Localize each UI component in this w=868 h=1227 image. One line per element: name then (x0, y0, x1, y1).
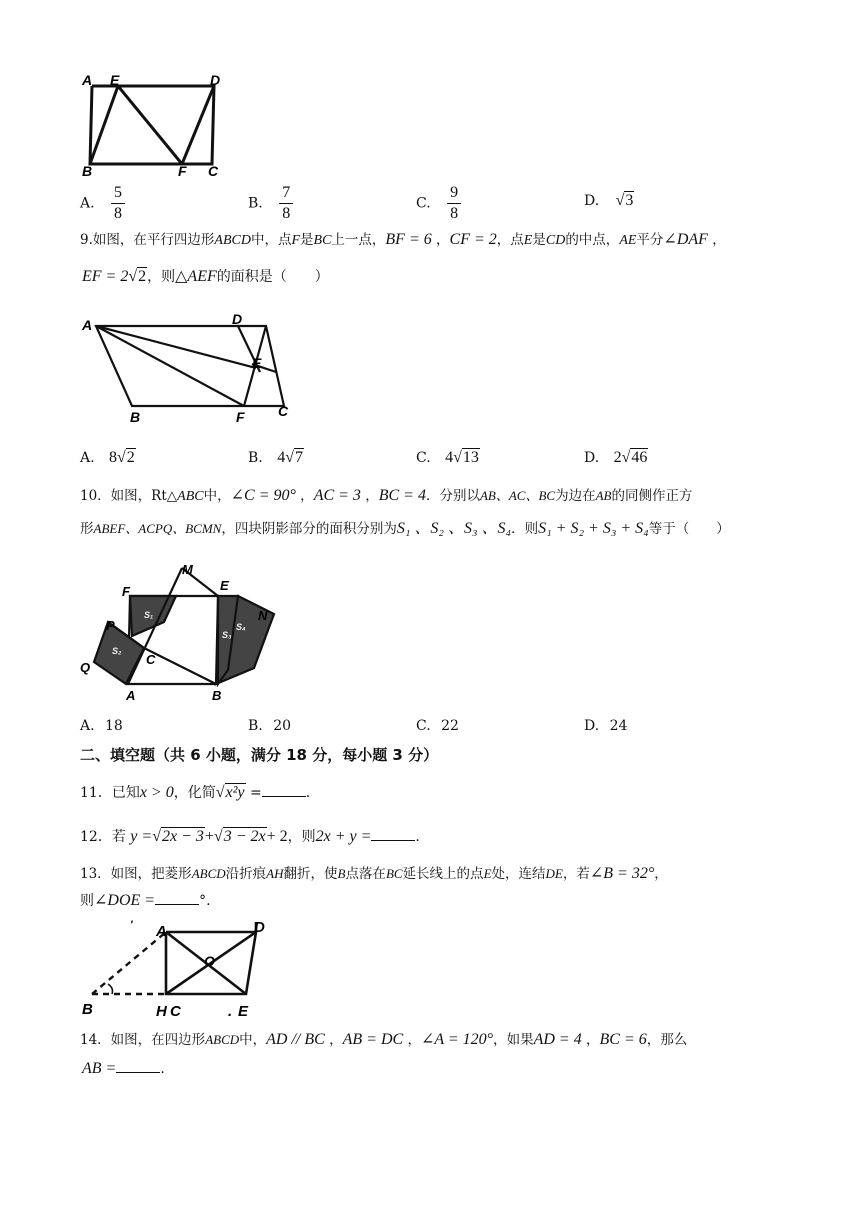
q10-text-2e: 等于（ ） (648, 521, 730, 537)
q14-parallel: AD // BC (266, 1031, 325, 1048)
q11-text-b: ，化简 (173, 785, 216, 801)
q10-option-c-letter: C. (416, 718, 431, 734)
q10-ab: AB (595, 488, 612, 503)
q8-b-den: 8 (282, 205, 291, 222)
q10-option-b[interactable] (248, 718, 291, 734)
q14-text-d: ，那么 (646, 1032, 688, 1048)
q10-label-n: N (258, 608, 268, 623)
q11-radicand: x²y (225, 784, 245, 801)
q10-abc: ABC (177, 489, 204, 504)
q9-text-2a: ，则 (147, 269, 176, 285)
q10-label-p: P (106, 618, 115, 633)
q13-label-c: C (170, 1003, 181, 1020)
q10-text-f: 的同侧作正方 (611, 488, 693, 504)
q10-label-q: Q (80, 660, 91, 675)
q13-abcd: ABCD (191, 866, 226, 881)
q13-label-h: H (156, 1003, 167, 1020)
q13-label-e: E (238, 1003, 249, 1020)
q8-label-e: E (110, 72, 120, 88)
q9-text-c: 是 (300, 232, 314, 248)
q9-a-coef: 8 (109, 449, 118, 466)
q9-label-d: D (232, 312, 243, 327)
q9-label-e: E (252, 355, 262, 371)
q8-figure (78, 72, 238, 178)
q13-angle-b: ∠B = 32° (589, 865, 655, 882)
q14-bc: BC = 6 (599, 1031, 647, 1048)
q11-stem (80, 782, 310, 803)
q8-label-a: A (82, 72, 93, 88)
q10-stem-line2 (80, 519, 730, 539)
q9-option-b[interactable] (248, 449, 304, 467)
q14-tail: . (160, 1061, 165, 1077)
q13-text-a: 13．如图，把菱形 (80, 866, 192, 882)
q10-label-f: F (122, 584, 130, 599)
q9-label-c: C (278, 403, 289, 419)
q13-de: DE (545, 866, 563, 881)
q8-option-b[interactable] (248, 184, 293, 223)
q12-text-b: ，则 (287, 829, 316, 845)
q13-text-e: 延长线上的点 (402, 866, 484, 882)
q10-figure (78, 560, 288, 702)
q8-option-c[interactable] (416, 184, 461, 223)
q9-label-f: F (236, 409, 245, 425)
q12-plus2: + 2 (266, 828, 288, 845)
q9-text-e: ，点 (496, 232, 524, 248)
q9-triangle: △AEF (175, 268, 217, 285)
q9-option-c[interactable] (416, 449, 480, 467)
q12-text-a: 12．若 (80, 829, 126, 845)
q9-label-a: A (82, 317, 93, 333)
q9-cf: CF = 2 (449, 231, 497, 248)
q9-b-rad: 7 (294, 449, 303, 466)
q10-label-s4: S₄ (236, 622, 246, 632)
q10-text-2c: ，四块阴影部分的面积分别为 (221, 521, 397, 537)
q11-equals: = (249, 785, 262, 801)
q9-e: E (523, 233, 533, 248)
q13-text-d: 点落在 (345, 866, 386, 882)
q11-answer-blank[interactable] (262, 782, 306, 797)
q9-abcd: ABCD (214, 233, 251, 248)
q13-figure (78, 918, 278, 1024)
q13-b: B (337, 866, 346, 881)
q12-tail: . (415, 829, 420, 845)
q14-answer-blank[interactable] (116, 1058, 160, 1073)
q9-ef-sqrt: √2 (128, 268, 147, 285)
q13-text-2a: 则 (80, 893, 94, 909)
q13-text-c: 翻折，使 (283, 866, 338, 882)
q10-label-s1: S₁ (144, 610, 154, 620)
q10-text-e: 为边在 (555, 488, 596, 504)
q13-text-b: 沿折痕 (225, 866, 267, 882)
q9-c-rad: 13 (462, 449, 479, 466)
q12-plus: + (204, 828, 214, 845)
q9-ae: AE (619, 233, 637, 248)
q12-sqrt-2: √3 − 2x (213, 828, 266, 845)
q10-option-c[interactable] (416, 718, 459, 734)
q12-expr2: 2x + y = (315, 828, 372, 845)
q11-tail: . (305, 785, 311, 801)
q13-bc: BC (385, 866, 403, 881)
q13-text-h: ， (654, 866, 668, 882)
q10-label-c: C (146, 652, 156, 667)
q9-d-coef: 2 (613, 449, 622, 466)
q10-ac: AC = 3 (313, 487, 361, 504)
q9-figure (80, 312, 300, 426)
q12-y-eq: y = (130, 828, 153, 845)
q13-label-d: D (254, 919, 265, 936)
q9-option-b-letter: B. (248, 450, 263, 466)
q8-option-b-letter: B. (248, 195, 263, 212)
q9-text-d: 上一点， (331, 232, 386, 248)
q8-c-den: 8 (450, 205, 459, 222)
q9-bc: BC (313, 233, 332, 248)
q10-option-a[interactable] (80, 718, 123, 734)
q10-text-a: 10．如图，Rt△ (80, 488, 178, 504)
q10-option-d-value: 24 (609, 718, 628, 734)
q9-option-b-value: 4√7 (277, 449, 303, 466)
q11-text-a: 11．已知 (80, 785, 140, 801)
q9-option-a-value: 8√2 (109, 449, 135, 466)
q14-text-c: ，如果 (493, 1032, 534, 1048)
q9-c-coef: 4 (445, 449, 454, 466)
q9-option-d-value: 2√46 (613, 449, 648, 466)
q10-squares: ABEF、ACPQ、BCMN (93, 521, 222, 536)
q10-option-d[interactable] (584, 718, 627, 734)
q12-answer-blank[interactable] (371, 826, 415, 841)
q12-r2: 3 − 2x (223, 828, 266, 845)
q10-text-c: ．分别以 (425, 488, 480, 504)
q14-stem-line1: 14．如图，在四边形ABCD中，AD // BC ，AB = DC ，∠A = 120°，如果AD = 4 ，BC = 6，那么 (80, 1031, 688, 1048)
q9-d-rad: 46 (631, 449, 648, 466)
q13-stem-line2 (80, 890, 211, 911)
q10-bc: BC = 4 (378, 487, 426, 504)
q13-e: E (483, 866, 492, 881)
q10-sides: AB、AC、BC (479, 488, 556, 503)
q10-label-m: M (182, 562, 193, 577)
q9-option-d-letter: D. (584, 450, 600, 466)
q9-angle: ∠DAF (663, 231, 708, 248)
q13-label-b: B (82, 1001, 93, 1018)
q8-option-c-letter: C. (416, 195, 431, 212)
q9-ef-radicand: 2 (138, 268, 147, 285)
q10-s-sum: S₁ + S₂ + S₃ + S₄ (538, 520, 649, 537)
q13-angle-doe: ∠DOE = (94, 892, 156, 909)
q8-a-den: 8 (114, 205, 123, 222)
q8-d-radicand: 3 (625, 192, 634, 209)
q14-ad: AD = 4 (533, 1031, 582, 1048)
q10-option-a-value: 18 (105, 718, 123, 734)
q9-option-a-letter: A. (80, 450, 95, 466)
q12-stem (80, 826, 420, 847)
q9-text-f: 是 (532, 232, 546, 248)
q8-label-c: C (208, 163, 219, 178)
q9-text-g: 的中点， (565, 232, 620, 248)
q10-angle-c: ∠C = 90° (230, 487, 296, 504)
q11-cond: x > 0 (139, 784, 174, 801)
q8-option-a-letter: A. (80, 195, 95, 212)
q14-ab-eq-dc: AB = DC (342, 1031, 404, 1048)
q10-text-2a: 形 (80, 521, 94, 537)
q10-text-b: 中， (203, 488, 231, 504)
q13-figure-dot: ' (130, 919, 133, 931)
q9-cd: CD (545, 233, 566, 248)
q8-label-b: B (82, 163, 93, 178)
q13-stem-line1 (80, 864, 668, 884)
q8-option-d[interactable] (584, 192, 634, 210)
q9-ef-lhs: EF = 2 (82, 268, 129, 285)
q9-stem-line1: 9.如图，在平行四边形ABCD中，点F是BC上一点，BF = 6 ，CF = 2，点E是CD的中点，AE平分∠DAF ， (80, 231, 726, 248)
q9-option-c-letter: C. (416, 450, 431, 466)
q13-ah: AH (266, 866, 284, 881)
q8-c-num: 9 (450, 184, 459, 201)
q10-label-b: B (212, 688, 222, 702)
q8-label-d: D (210, 72, 221, 88)
q10-option-b-value: 20 (273, 718, 292, 734)
q9-b-coef: 4 (277, 449, 286, 466)
q8-a-num: 5 (114, 184, 123, 201)
q9-bf: BF = 6 (385, 231, 432, 248)
q9-f: F (291, 233, 301, 248)
q9-a-rad: 2 (126, 449, 135, 466)
q10-text-2d: ．则 (511, 521, 539, 537)
q9-text-2b: 的面积是（ ） (216, 269, 329, 285)
q13-text-2b: °. (199, 893, 211, 909)
q13-text-f: 处，连结 (491, 866, 546, 882)
q9-option-d[interactable] (584, 449, 648, 467)
q10-option-c-value: 22 (441, 718, 459, 734)
q14-text-a: 14．如图，在四边形 (80, 1032, 206, 1048)
q14-abcd: ABCD (205, 1032, 240, 1047)
q9-text-h: 平分 (636, 232, 664, 248)
q13-answer-blank[interactable] (155, 890, 199, 905)
q14-angle-a: ∠A = 120° (420, 1031, 494, 1048)
q9-option-c-value: 4√13 (445, 449, 479, 466)
q10-label-a: A (126, 688, 136, 702)
q9-option-a[interactable] (80, 449, 136, 467)
q12-sqrt-1: √2x − 3 (152, 828, 204, 845)
q8-option-c-fraction (447, 184, 461, 223)
q13-label-a: A (156, 923, 167, 940)
q14-ab-eq: AB = (82, 1060, 117, 1077)
q8-option-a[interactable] (80, 184, 125, 223)
q13-text-g: ，若 (562, 866, 590, 882)
q9-stem-line2 (82, 267, 329, 287)
q10-option-a-letter: A. (80, 718, 95, 734)
q10-label-e: E (220, 578, 229, 593)
q8-label-f: F (178, 163, 187, 178)
q10-label-s3: S₃ (222, 630, 232, 640)
q10-stem-line1: 10．如图，Rt△ABC中，∠C = 90° ，AC = 3 ，BC = 4．分别以AB、AC、BC为边在AB的同侧作正方 (80, 487, 693, 504)
q8-option-d-letter: D. (584, 193, 600, 209)
q8-b-num: 7 (282, 184, 291, 201)
q10-option-b-letter: B. (248, 718, 263, 734)
q14-stem-line2 (82, 1058, 165, 1079)
q9-label-b: B (130, 409, 141, 425)
q10-s-list: S₁ 、S₂ 、S₃ 、S₄ (396, 520, 512, 537)
q8-option-d-sqrt: √3 (615, 192, 634, 209)
q11-sqrt: √x²y (215, 784, 245, 801)
section-title-fill-in: 二、填空题（共 6 小题，满分 18 分，每小题 3 分） (80, 746, 439, 764)
q8-option-b-fraction (279, 184, 293, 223)
q13-dot: . (228, 1003, 233, 1020)
q9-text-a: 9.如图，在平行四边形 (80, 232, 215, 248)
q14-text-b: 中， (239, 1032, 267, 1048)
q12-r1: 2x − 3 (161, 828, 204, 845)
q8-option-a-fraction (111, 184, 125, 223)
q9-text-b: 中，点 (250, 232, 292, 248)
q10-option-d-letter: D. (584, 718, 600, 734)
q10-label-s2: S₂ (112, 646, 122, 656)
q13-label-o: O (204, 953, 215, 969)
